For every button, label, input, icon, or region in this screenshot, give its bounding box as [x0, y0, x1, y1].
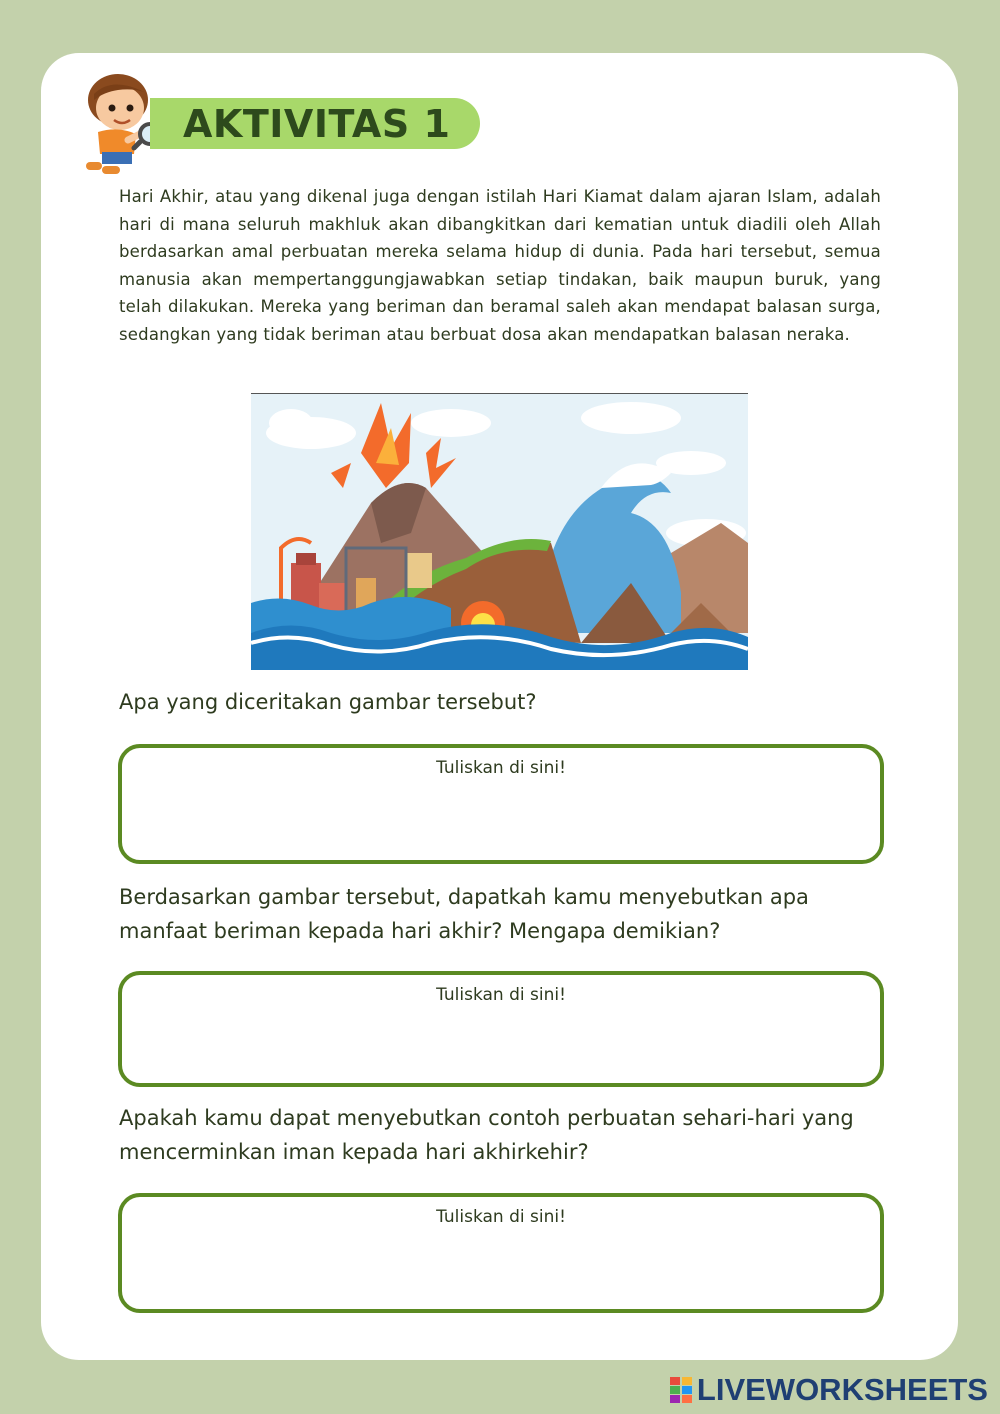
answer-hint-3: Tuliskan di sini! — [436, 1207, 566, 1227]
question-1: Apa yang diceritakan gambar tersebut? — [119, 690, 537, 714]
question-3: Apakah kamu dapat menyebutkan contoh perbuatan sehari-hari yang mencerminkan iman kepada hari akhirkehir? — [119, 1106, 854, 1164]
intro-paragraph: Hari Akhir, atau yang dikenal juga dengan istilah Hari Kiamat dalam ajaran Islam, adalah hari di mana seluruh makhluk akan dibangkitkan dari kematian untuk diadili oleh Allah berdasarkan amal perbuatan mereka selama hidup di dunia. Pada hari tersebut, semua manusia akan mempertanggungjawabkan setiap tindakan, baik maupun buruk, yang telah dilakukan. Mereka yang beriman dan beramal saleh akan mendapat balasan surga, sedangkan yang tidak beriman atau berbuat dosa akan mendapatkan balasan neraka. — [119, 187, 881, 344]
question-2: Berdasarkan gambar tersebut, dapatkah kamu menyebutkan apa manfaat beriman kepada hari akhir? Mengapa demikian? — [119, 885, 809, 943]
apocalypse-illustration — [251, 393, 748, 670]
liveworksheets-brand[interactable] — [669, 1370, 988, 1410]
brand-name: LIVEWORKSHEETS — [696, 1372, 988, 1407]
answer-hint-1: Tuliskan di sini! — [436, 758, 566, 778]
page-title: AKTIVITAS 1 — [183, 102, 451, 146]
answer-box-3[interactable] — [118, 1193, 884, 1313]
answer-box-2[interactable] — [118, 971, 884, 1087]
answer-box-1[interactable] — [118, 744, 884, 864]
liveworksheets-logo-icon — [669, 1376, 693, 1404]
answer-hint-2: Tuliskan di sini! — [436, 985, 566, 1005]
